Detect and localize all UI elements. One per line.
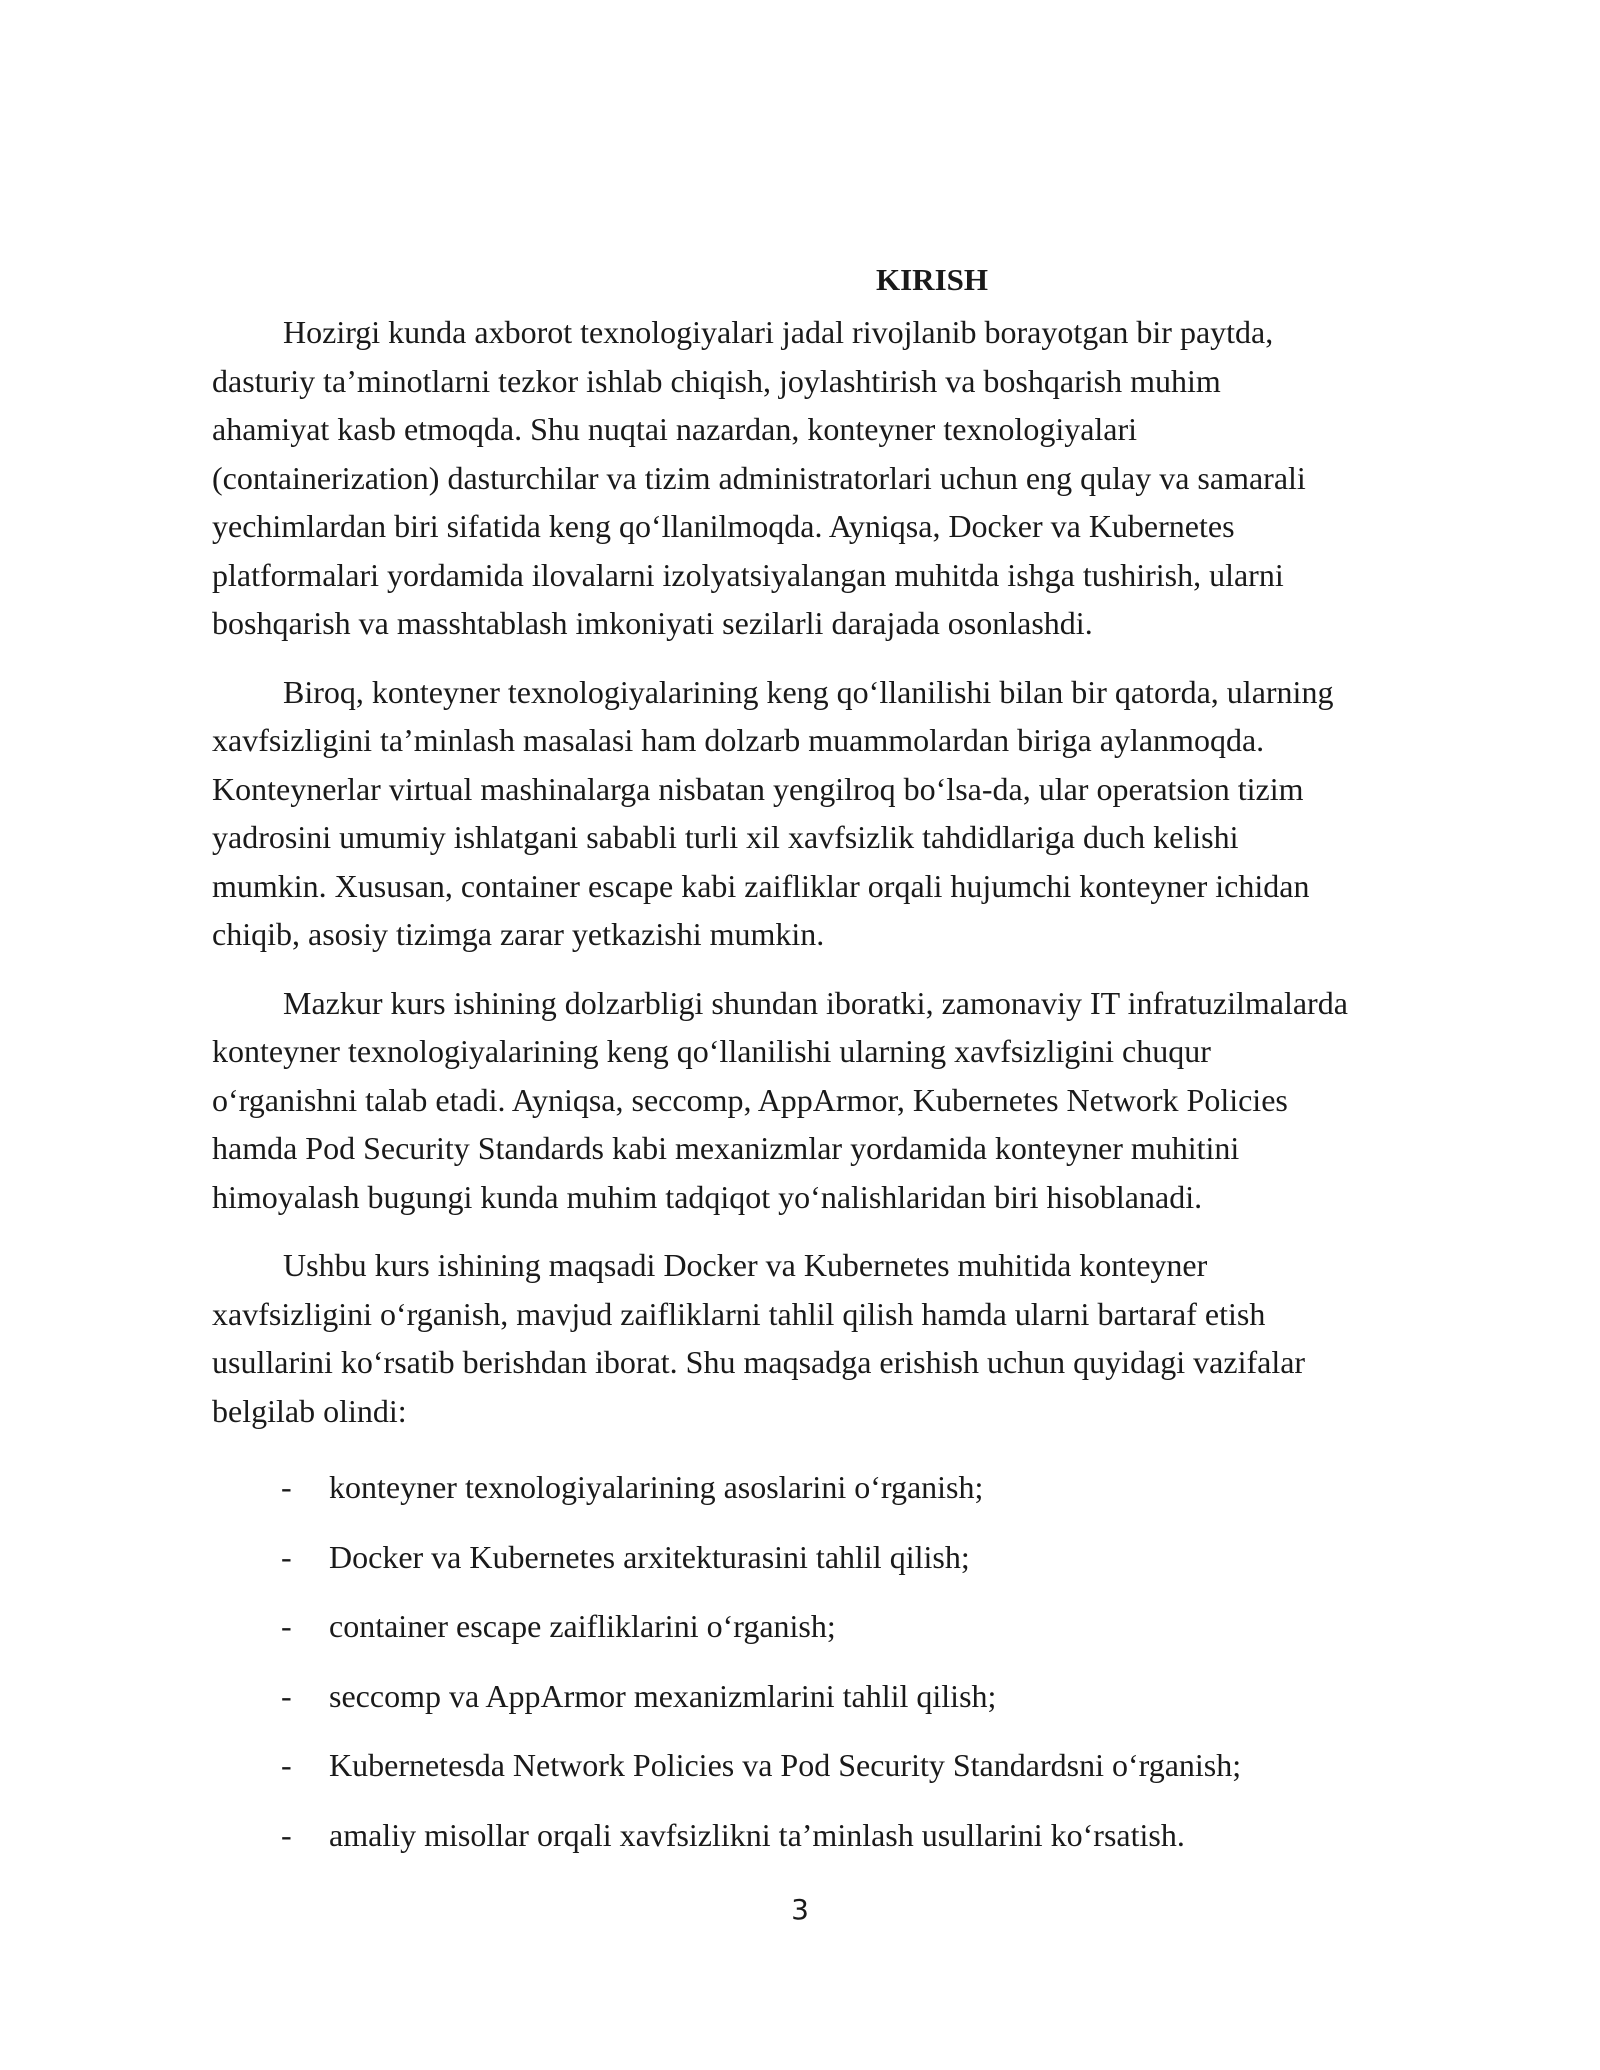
- paragraph-line: ahamiyat kasb etmoqda. Shu nuqtai nazardan, konteyner texnologiyalari: [212, 411, 1138, 447]
- list-item: [212, 1463, 1512, 1512]
- paragraph-line: o‘rganishni talab etadi. Ayniqsa, seccomp, AppArmor, Kubernetes Network Policies: [212, 1081, 1288, 1118]
- paragraph-line: yechimlardan biri sifatida keng qo‘llanilmoqda. Ayniqsa, Docker va Kubernetes: [212, 508, 1235, 544]
- list-bullet: -: [281, 1608, 292, 1644]
- list-bullet: -: [281, 1538, 292, 1575]
- list-item: [212, 1811, 1512, 1860]
- paragraph-line: himoyalash bugungi kunda muhim tadqiqot yo‘nalishlaridan biri hisoblanadi.: [212, 1178, 1203, 1215]
- list-item: [212, 1533, 1512, 1582]
- list-item-text: Docker va Kubernetes arxitekturasini tahlil qilish;: [329, 1538, 970, 1575]
- paragraph-line: (containerization) dasturchilar va tizim administratorlari uchun eng qulay va samarali: [212, 459, 1306, 496]
- paragraph-line: Biroq, konteyner texnologiyalarining keng qo‘llanilishi bilan bir qatorda, ularning: [283, 673, 1334, 710]
- list-item-text: konteyner texnologiyalarining asoslarini o‘rganish;: [329, 1469, 984, 1505]
- paragraph-line: konteyner texnologiyalarining keng qo‘llanilishi ularning xavfsizligini chuqur: [212, 1033, 1211, 1069]
- paragraph-line: chiqib, asosiy tizimga zarar yetkazishi mumkin.: [212, 916, 825, 952]
- list-bullet: -: [281, 1677, 292, 1714]
- paragraph-relevance: [212, 979, 1512, 1222]
- list-item: [212, 1602, 1512, 1651]
- list-item-text: amaliy misollar orqali xavfsizlikni ta’minlash usullarini ko‘rsatish.: [329, 1816, 1185, 1853]
- page-content: [212, 258, 1512, 1880]
- list-item: [212, 1741, 1512, 1790]
- paragraph-goal: [212, 1241, 1512, 1435]
- page-number: 3: [791, 1893, 809, 1926]
- paragraph-line: Mazkur kurs ishining dolzarbligi shundan iboratki, zamonaviy IT infratuzilmalarda: [283, 984, 1348, 1021]
- paragraph-line: platformalari yordamida ilovalarni izolyatsiyalangan muhitda ishga tushirish, ularni: [212, 556, 1284, 593]
- paragraph-line: hamda Pod Security Standards kabi mexanizmlar yordamida konteyner muhitini: [212, 1130, 1240, 1166]
- section-heading: KIRISH: [876, 262, 988, 297]
- list-bullet: -: [281, 1816, 292, 1853]
- list-bullet: -: [281, 1747, 292, 1783]
- paragraph-intro: [212, 308, 1512, 648]
- paragraph-line: xavfsizligini o‘rganish, mavjud zaifliklarni tahlil qilish hamda ularni bartaraf etish: [212, 1295, 1266, 1332]
- paragraph-line: xavfsizligini ta’minlash masalasi ham dolzarb muammolardan biriga aylanmoqda.: [212, 722, 1265, 758]
- list-item-text: seccomp va AppArmor mexanizmlarini tahlil qilish;: [329, 1677, 997, 1714]
- paragraph-line: belgilab olindi:: [212, 1392, 407, 1429]
- paragraph-line: Hozirgi kunda axborot texnologiyalari jadal rivojlanib borayotgan bir paytda,: [283, 314, 1274, 350]
- paragraph-line: boshqarish va masshtablash imkoniyati sezilarli darajada osonlashdi.: [212, 605, 1093, 641]
- tasks-list: [212, 1463, 1512, 1859]
- paragraph-line: usullarini ko‘rsatib berishdan iborat. Shu maqsadga erishish uchun quyidagi vazifalar: [212, 1344, 1306, 1380]
- paragraph-line: yadrosini umumiy ishlatgani sababli turli xil xavfsizlik tahdidlariga duch kelishi: [212, 819, 1239, 855]
- paragraph-line: Konteynerlar virtual mashinalarga nisbatan yengilroq bo‘lsa-da, ular operatsion tizim: [212, 770, 1304, 807]
- paragraph-security-problem: [212, 668, 1512, 959]
- paragraph-line: Ushbu kurs ishining maqsadi Docker va Kubernetes muhitida konteyner: [283, 1247, 1208, 1283]
- paragraph-line: mumkin. Xususan, container escape kabi zaifliklar orqali hujumchi konteyner ichidan: [212, 867, 1310, 904]
- paragraph-line: dasturiy ta’minotlarni tezkor ishlab chiqish, joylashtirish va boshqarish muhim: [212, 362, 1221, 399]
- list-item-text: container escape zaifliklarini o‘rganish;: [329, 1608, 836, 1644]
- list-bullet: -: [281, 1469, 292, 1505]
- list-item-text: Kubernetesda Network Policies va Pod Security Standardsni o‘rganish;: [329, 1747, 1242, 1783]
- list-item: [212, 1672, 1512, 1721]
